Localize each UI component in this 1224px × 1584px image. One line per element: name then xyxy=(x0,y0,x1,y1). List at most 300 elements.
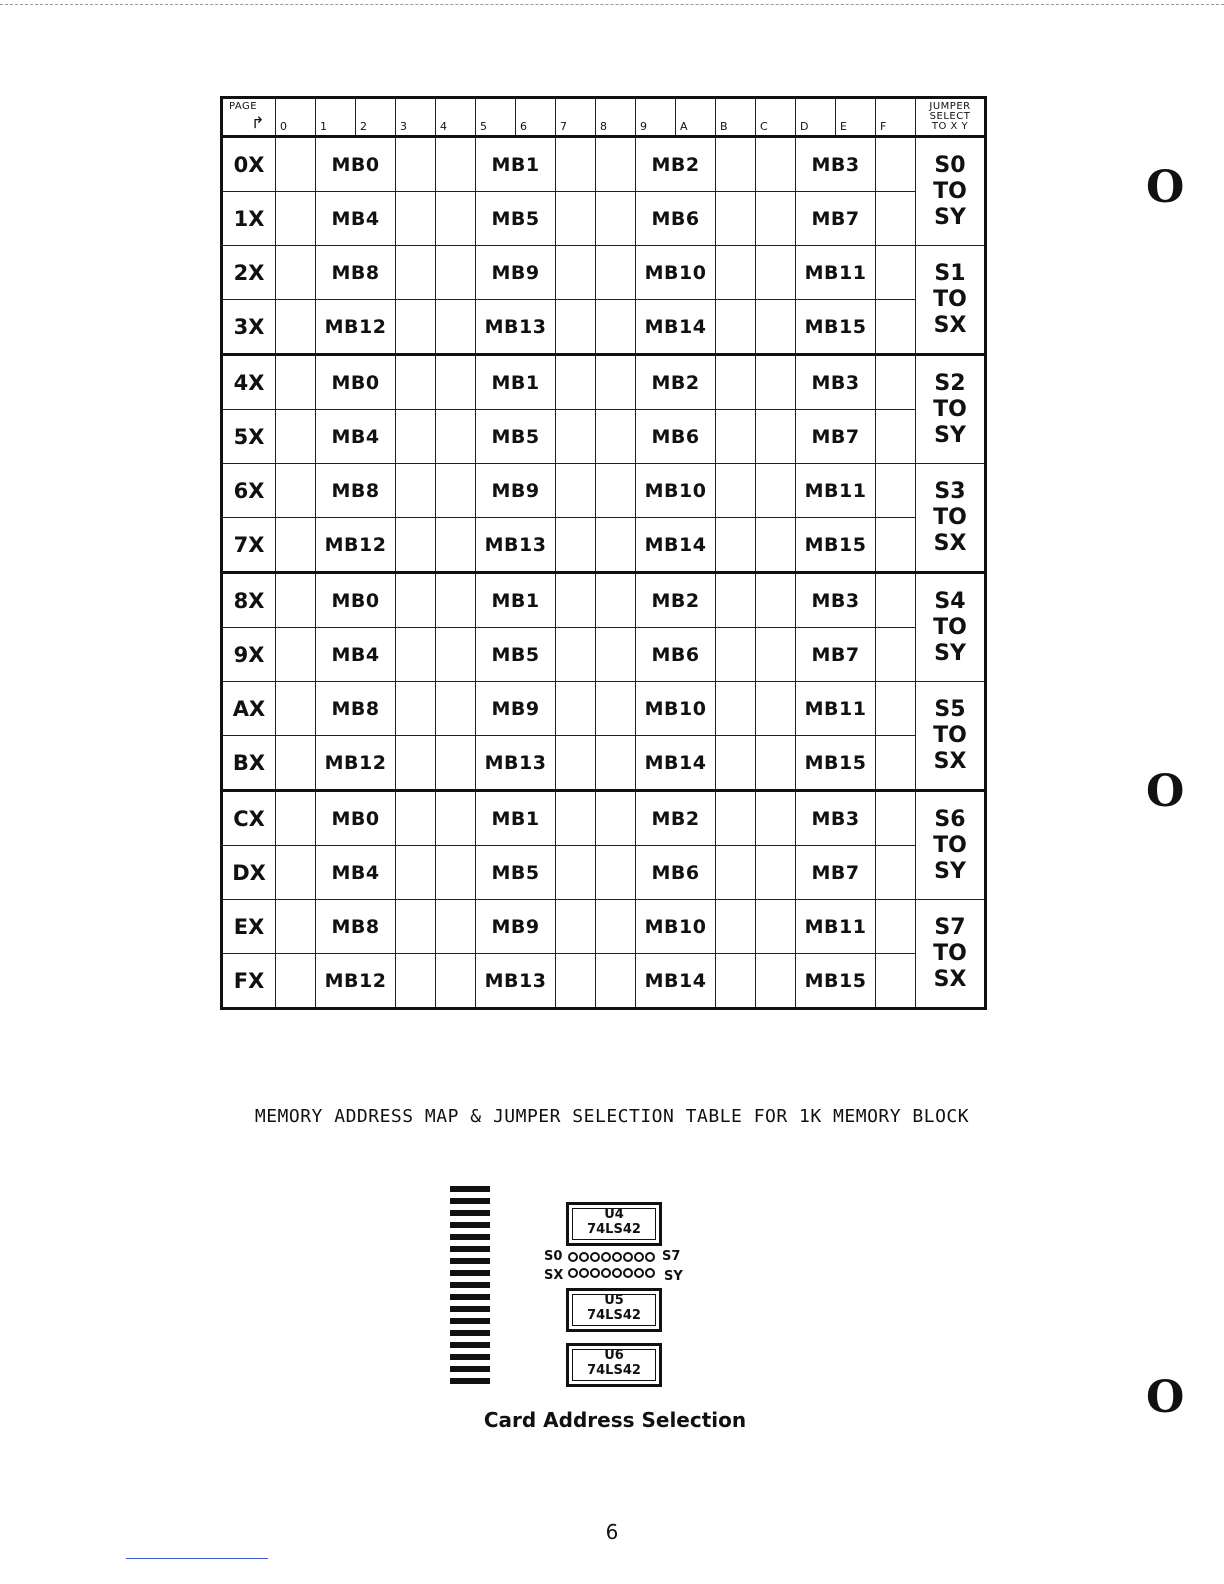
memory-block-cell: MB7 xyxy=(796,846,876,900)
memory-block-cell: MB11 xyxy=(796,464,876,518)
jumper-cell xyxy=(916,682,986,791)
top-rule xyxy=(0,4,1224,5)
jumper-line: S1 xyxy=(934,260,966,286)
address-cell xyxy=(276,791,316,846)
jumper-pin[interactable] xyxy=(601,1268,611,1278)
address-cell xyxy=(876,900,916,954)
memory-block-cell: MB6 xyxy=(636,192,716,246)
chip-id: U4 xyxy=(604,1207,624,1222)
hex-column-header: 2 xyxy=(356,98,396,137)
chip-id: U6 xyxy=(604,1348,624,1363)
jumper-line: TO xyxy=(933,614,967,640)
table-row xyxy=(222,682,986,736)
jumper-line: S6 xyxy=(934,806,966,832)
address-cell xyxy=(556,355,596,410)
page-arrow-icon: ↱ xyxy=(251,113,265,132)
edge-finger xyxy=(450,1198,490,1204)
jumper-cell xyxy=(916,464,986,573)
address-cell xyxy=(556,518,596,573)
hex-column-header: B xyxy=(716,98,756,137)
table-caption: MEMORY ADDRESS MAP & JUMPER SELECTION TABLE FOR 1K MEMORY BLOCK xyxy=(254,1106,970,1127)
jumper-cell xyxy=(916,137,986,246)
address-cell xyxy=(876,573,916,628)
page-corner-header xyxy=(222,98,276,137)
hex-column-header: C xyxy=(756,98,796,137)
address-cell xyxy=(396,300,436,355)
edge-finger xyxy=(450,1366,490,1372)
page-cell: BX xyxy=(222,736,276,791)
address-cell xyxy=(276,954,316,1009)
memory-block-cell: MB9 xyxy=(476,900,556,954)
memory-block-cell: MB7 xyxy=(796,192,876,246)
address-cell xyxy=(396,573,436,628)
memory-block-cell: MB8 xyxy=(316,900,396,954)
address-cell xyxy=(396,736,436,791)
table-row xyxy=(222,846,986,900)
page-cell: CX xyxy=(222,791,276,846)
jumper-label-s7: S7 xyxy=(662,1249,681,1264)
table-row xyxy=(222,246,986,300)
jumper-pin[interactable] xyxy=(579,1252,589,1262)
jumper-line: SX xyxy=(933,530,967,556)
table-row xyxy=(222,464,986,518)
table-row xyxy=(222,410,986,464)
address-cell xyxy=(276,410,316,464)
hex-column-header: 5 xyxy=(476,98,516,137)
jumper-line: TO xyxy=(933,178,967,204)
memory-block-cell: MB11 xyxy=(796,682,876,736)
memory-block-cell: MB1 xyxy=(476,573,556,628)
memory-block-cell: MB13 xyxy=(476,518,556,573)
jumper-pin[interactable] xyxy=(568,1252,578,1262)
jumper-pin[interactable] xyxy=(645,1252,655,1262)
address-cell xyxy=(756,628,796,682)
memory-block-cell: MB13 xyxy=(476,300,556,355)
address-cell xyxy=(396,682,436,736)
memory-block-cell: MB6 xyxy=(636,628,716,682)
memory-block-cell: MB6 xyxy=(636,410,716,464)
table-row xyxy=(222,518,986,573)
address-cell xyxy=(756,954,796,1009)
jumper-cell xyxy=(916,900,986,1009)
jumper-line: S0 xyxy=(934,152,966,178)
jumper-pins-bottom xyxy=(568,1268,655,1278)
jumper-line: SY xyxy=(934,204,966,230)
edge-finger xyxy=(450,1234,490,1240)
jumper-pin[interactable] xyxy=(634,1268,644,1278)
hex-column-header: F xyxy=(876,98,916,137)
memory-block-cell: MB14 xyxy=(636,518,716,573)
address-cell xyxy=(396,846,436,900)
address-cell xyxy=(596,246,636,300)
table-row xyxy=(222,628,986,682)
table-row xyxy=(222,355,986,410)
hex-column-header: 8 xyxy=(596,98,636,137)
address-cell xyxy=(436,410,476,464)
address-cell xyxy=(596,791,636,846)
address-cell xyxy=(396,246,436,300)
memory-block-cell: MB1 xyxy=(476,791,556,846)
address-cell xyxy=(716,355,756,410)
memory-block-cell: MB3 xyxy=(796,573,876,628)
address-cell xyxy=(436,518,476,573)
jumper-select-header xyxy=(916,98,986,137)
jumper-line: S2 xyxy=(934,370,966,396)
address-cell xyxy=(556,464,596,518)
memory-block-cell: MB7 xyxy=(796,628,876,682)
memory-block-cell: MB0 xyxy=(316,791,396,846)
address-cell xyxy=(716,410,756,464)
address-cell xyxy=(276,573,316,628)
address-cell xyxy=(396,464,436,518)
page-cell: 9X xyxy=(222,628,276,682)
memory-block-cell: MB12 xyxy=(316,300,396,355)
memory-block-cell: MB11 xyxy=(796,246,876,300)
jumper-line: TO xyxy=(933,832,967,858)
memory-block-cell: MB3 xyxy=(796,791,876,846)
memory-block-cell: MB7 xyxy=(796,410,876,464)
hex-column-header: 9 xyxy=(636,98,676,137)
address-cell xyxy=(436,464,476,518)
hex-column-header: E xyxy=(836,98,876,137)
binder-hole-bottom: O xyxy=(1146,1372,1185,1423)
hex-column-header: 4 xyxy=(436,98,476,137)
address-cell xyxy=(436,300,476,355)
edge-finger xyxy=(450,1354,490,1360)
address-cell xyxy=(596,464,636,518)
memory-block-cell: MB6 xyxy=(636,846,716,900)
jumper-pin[interactable] xyxy=(579,1268,589,1278)
address-cell xyxy=(396,410,436,464)
chip-part: 74LS42 xyxy=(587,1222,641,1237)
address-cell xyxy=(436,246,476,300)
edge-finger xyxy=(450,1306,490,1312)
address-cell xyxy=(876,192,916,246)
page-cell: EX xyxy=(222,900,276,954)
card-edge-connector xyxy=(450,1186,490,1390)
memory-block-cell: MB4 xyxy=(316,410,396,464)
table-row xyxy=(222,573,986,628)
address-cell xyxy=(396,900,436,954)
jumper-pin[interactable] xyxy=(612,1252,622,1262)
address-cell xyxy=(276,137,316,192)
address-cell xyxy=(436,900,476,954)
memory-block-cell: MB15 xyxy=(796,954,876,1009)
page-cell: 7X xyxy=(222,518,276,573)
address-cell xyxy=(756,518,796,573)
address-cell xyxy=(436,192,476,246)
page-label: PAGE xyxy=(229,101,258,112)
jumper-line: SY xyxy=(934,640,966,666)
memory-block-cell: MB15 xyxy=(796,300,876,355)
jumper-pin[interactable] xyxy=(568,1268,578,1278)
jumper-pin[interactable] xyxy=(601,1252,611,1262)
address-cell xyxy=(756,192,796,246)
jumper-pin[interactable] xyxy=(634,1252,644,1262)
edge-finger xyxy=(450,1222,490,1228)
address-cell xyxy=(716,954,756,1009)
address-cell xyxy=(436,954,476,1009)
jumper-cell xyxy=(916,573,986,682)
memory-block-cell: MB8 xyxy=(316,464,396,518)
hex-column-header: 7 xyxy=(556,98,596,137)
address-cell xyxy=(556,954,596,1009)
address-cell xyxy=(716,791,756,846)
memory-block-cell: MB1 xyxy=(476,137,556,192)
address-cell xyxy=(596,846,636,900)
address-cell xyxy=(596,682,636,736)
memory-block-cell: MB9 xyxy=(476,246,556,300)
page-cell: 2X xyxy=(222,246,276,300)
edge-finger xyxy=(450,1270,490,1276)
address-cell xyxy=(596,300,636,355)
address-cell xyxy=(556,900,596,954)
card-address-selection-title: Card Address Selection xyxy=(483,1408,747,1432)
jumper-pin[interactable] xyxy=(590,1268,600,1278)
address-cell xyxy=(556,192,596,246)
memory-block-cell: MB10 xyxy=(636,682,716,736)
address-cell xyxy=(756,355,796,410)
memory-block-cell: MB5 xyxy=(476,192,556,246)
address-cell xyxy=(876,628,916,682)
jumper-line: S3 xyxy=(934,478,966,504)
address-cell xyxy=(396,355,436,410)
jumper-line: S4 xyxy=(934,588,966,614)
address-cell xyxy=(556,791,596,846)
address-cell xyxy=(876,137,916,192)
memory-block-cell: MB13 xyxy=(476,736,556,791)
chip-u6 xyxy=(566,1343,662,1387)
memory-block-cell: MB5 xyxy=(476,410,556,464)
address-cell xyxy=(396,954,436,1009)
hex-column-header: D xyxy=(796,98,836,137)
table-row xyxy=(222,736,986,791)
memory-block-cell: MB12 xyxy=(316,954,396,1009)
edge-finger xyxy=(450,1210,490,1216)
address-cell xyxy=(716,682,756,736)
table-row xyxy=(222,954,986,1009)
chip-part: 74LS42 xyxy=(587,1308,641,1323)
page-cell: AX xyxy=(222,682,276,736)
jumper-pin[interactable] xyxy=(612,1268,622,1278)
memory-block-cell: MB1 xyxy=(476,355,556,410)
page-cell: 6X xyxy=(222,464,276,518)
memory-block-cell: MB0 xyxy=(316,137,396,192)
address-cell xyxy=(716,192,756,246)
memory-block-cell: MB3 xyxy=(796,137,876,192)
page-cell: 0X xyxy=(222,137,276,192)
address-cell xyxy=(716,573,756,628)
memory-block-cell: MB13 xyxy=(476,954,556,1009)
address-cell xyxy=(396,791,436,846)
address-cell xyxy=(876,355,916,410)
address-cell xyxy=(756,736,796,791)
binder-hole-top: O xyxy=(1146,162,1185,213)
table-row xyxy=(222,192,986,246)
jumper-label-sy: SY xyxy=(664,1269,683,1284)
binder-hole-middle: O xyxy=(1146,766,1185,817)
address-cell xyxy=(556,300,596,355)
address-cell xyxy=(436,846,476,900)
hex-column-header: 3 xyxy=(396,98,436,137)
address-cell xyxy=(396,628,436,682)
jumper-line: TO xyxy=(933,504,967,530)
address-cell xyxy=(596,518,636,573)
memory-block-cell: MB4 xyxy=(316,192,396,246)
address-cell xyxy=(716,464,756,518)
address-cell xyxy=(556,137,596,192)
memory-block-cell: MB11 xyxy=(796,900,876,954)
page-cell: DX xyxy=(222,846,276,900)
memory-block-cell: MB10 xyxy=(636,464,716,518)
address-cell xyxy=(436,355,476,410)
edge-finger xyxy=(450,1342,490,1348)
memory-block-cell: MB9 xyxy=(476,464,556,518)
page-cell: 5X xyxy=(222,410,276,464)
memory-block-cell: MB5 xyxy=(476,846,556,900)
chip-u4 xyxy=(566,1202,662,1246)
memory-block-cell: MB4 xyxy=(316,628,396,682)
edge-finger xyxy=(450,1294,490,1300)
memory-block-cell: MB10 xyxy=(636,246,716,300)
address-cell xyxy=(756,900,796,954)
bottom-underline xyxy=(126,1558,268,1559)
address-cell xyxy=(276,846,316,900)
address-cell xyxy=(436,736,476,791)
memory-block-cell: MB2 xyxy=(636,355,716,410)
memory-address-map-table xyxy=(220,96,987,1010)
address-cell xyxy=(756,410,796,464)
jumper-pin[interactable] xyxy=(623,1252,633,1262)
jumper-header-line: JUMPER xyxy=(929,101,971,112)
address-cell xyxy=(556,573,596,628)
address-cell xyxy=(556,410,596,464)
jumper-line: TO xyxy=(933,286,967,312)
address-cell xyxy=(436,682,476,736)
address-cell xyxy=(876,736,916,791)
address-cell xyxy=(756,300,796,355)
address-cell xyxy=(276,628,316,682)
hex-column-header: 0 xyxy=(276,98,316,137)
address-cell xyxy=(276,192,316,246)
address-cell xyxy=(436,628,476,682)
jumper-pin[interactable] xyxy=(645,1268,655,1278)
jumper-line: TO xyxy=(933,722,967,748)
address-cell xyxy=(716,736,756,791)
memory-block-cell: MB14 xyxy=(636,954,716,1009)
jumper-label-sx: SX xyxy=(544,1268,564,1283)
edge-finger xyxy=(450,1282,490,1288)
memory-block-cell: MB3 xyxy=(796,355,876,410)
jumper-pin[interactable] xyxy=(590,1252,600,1262)
address-cell xyxy=(876,954,916,1009)
address-cell xyxy=(596,192,636,246)
jumper-cell xyxy=(916,246,986,355)
memory-block-cell: MB0 xyxy=(316,573,396,628)
address-cell xyxy=(596,573,636,628)
address-cell xyxy=(756,573,796,628)
memory-block-cell: MB2 xyxy=(636,137,716,192)
jumper-line: S5 xyxy=(934,696,966,722)
edge-finger xyxy=(450,1246,490,1252)
jumper-pins-top xyxy=(568,1252,655,1262)
memory-block-cell: MB12 xyxy=(316,736,396,791)
page-cell: 1X xyxy=(222,192,276,246)
memory-block-cell: MB14 xyxy=(636,736,716,791)
memory-block-cell: MB2 xyxy=(636,573,716,628)
address-cell xyxy=(436,573,476,628)
address-cell xyxy=(596,355,636,410)
table-row xyxy=(222,900,986,954)
address-cell xyxy=(596,628,636,682)
memory-block-cell: MB5 xyxy=(476,628,556,682)
address-cell xyxy=(276,736,316,791)
page-cell: 3X xyxy=(222,300,276,355)
chip-id: U5 xyxy=(604,1293,624,1308)
address-cell xyxy=(396,192,436,246)
jumper-line: SY xyxy=(934,422,966,448)
address-cell xyxy=(276,682,316,736)
address-cell xyxy=(756,682,796,736)
address-cell xyxy=(556,682,596,736)
memory-block-cell: MB4 xyxy=(316,846,396,900)
edge-finger xyxy=(450,1378,490,1384)
address-cell xyxy=(716,246,756,300)
address-cell xyxy=(756,246,796,300)
edge-finger xyxy=(450,1318,490,1324)
memory-block-cell: MB10 xyxy=(636,900,716,954)
address-cell xyxy=(596,410,636,464)
page-cell: FX xyxy=(222,954,276,1009)
jumper-header-line: SELECT xyxy=(929,111,971,122)
address-cell xyxy=(276,246,316,300)
address-cell xyxy=(756,137,796,192)
jumper-pin[interactable] xyxy=(623,1268,633,1278)
memory-block-cell: MB9 xyxy=(476,682,556,736)
address-cell xyxy=(556,246,596,300)
address-cell xyxy=(396,518,436,573)
jumper-line: TO xyxy=(933,396,967,422)
address-cell xyxy=(276,464,316,518)
page-cell: 8X xyxy=(222,573,276,628)
address-cell xyxy=(876,246,916,300)
address-cell xyxy=(876,464,916,518)
edge-finger xyxy=(450,1258,490,1264)
chip-u5 xyxy=(566,1288,662,1332)
memory-block-cell: MB8 xyxy=(316,682,396,736)
address-cell xyxy=(716,846,756,900)
address-cell xyxy=(436,791,476,846)
address-cell xyxy=(596,954,636,1009)
address-cell xyxy=(716,900,756,954)
table-row xyxy=(222,791,986,846)
address-cell xyxy=(556,846,596,900)
table-row xyxy=(222,300,986,355)
jumper-line: SX xyxy=(933,966,967,992)
address-cell xyxy=(756,846,796,900)
hex-column-header: A xyxy=(676,98,716,137)
address-cell xyxy=(596,736,636,791)
hex-column-header: 1 xyxy=(316,98,356,137)
address-cell xyxy=(876,518,916,573)
jumper-header-line: TO X Y xyxy=(931,121,969,132)
page-number: 6 xyxy=(605,1520,619,1544)
memory-block-cell: MB14 xyxy=(636,300,716,355)
jumper-line: SX xyxy=(933,312,967,338)
address-cell xyxy=(276,518,316,573)
table-row xyxy=(222,137,986,192)
jumper-line: SX xyxy=(933,748,967,774)
